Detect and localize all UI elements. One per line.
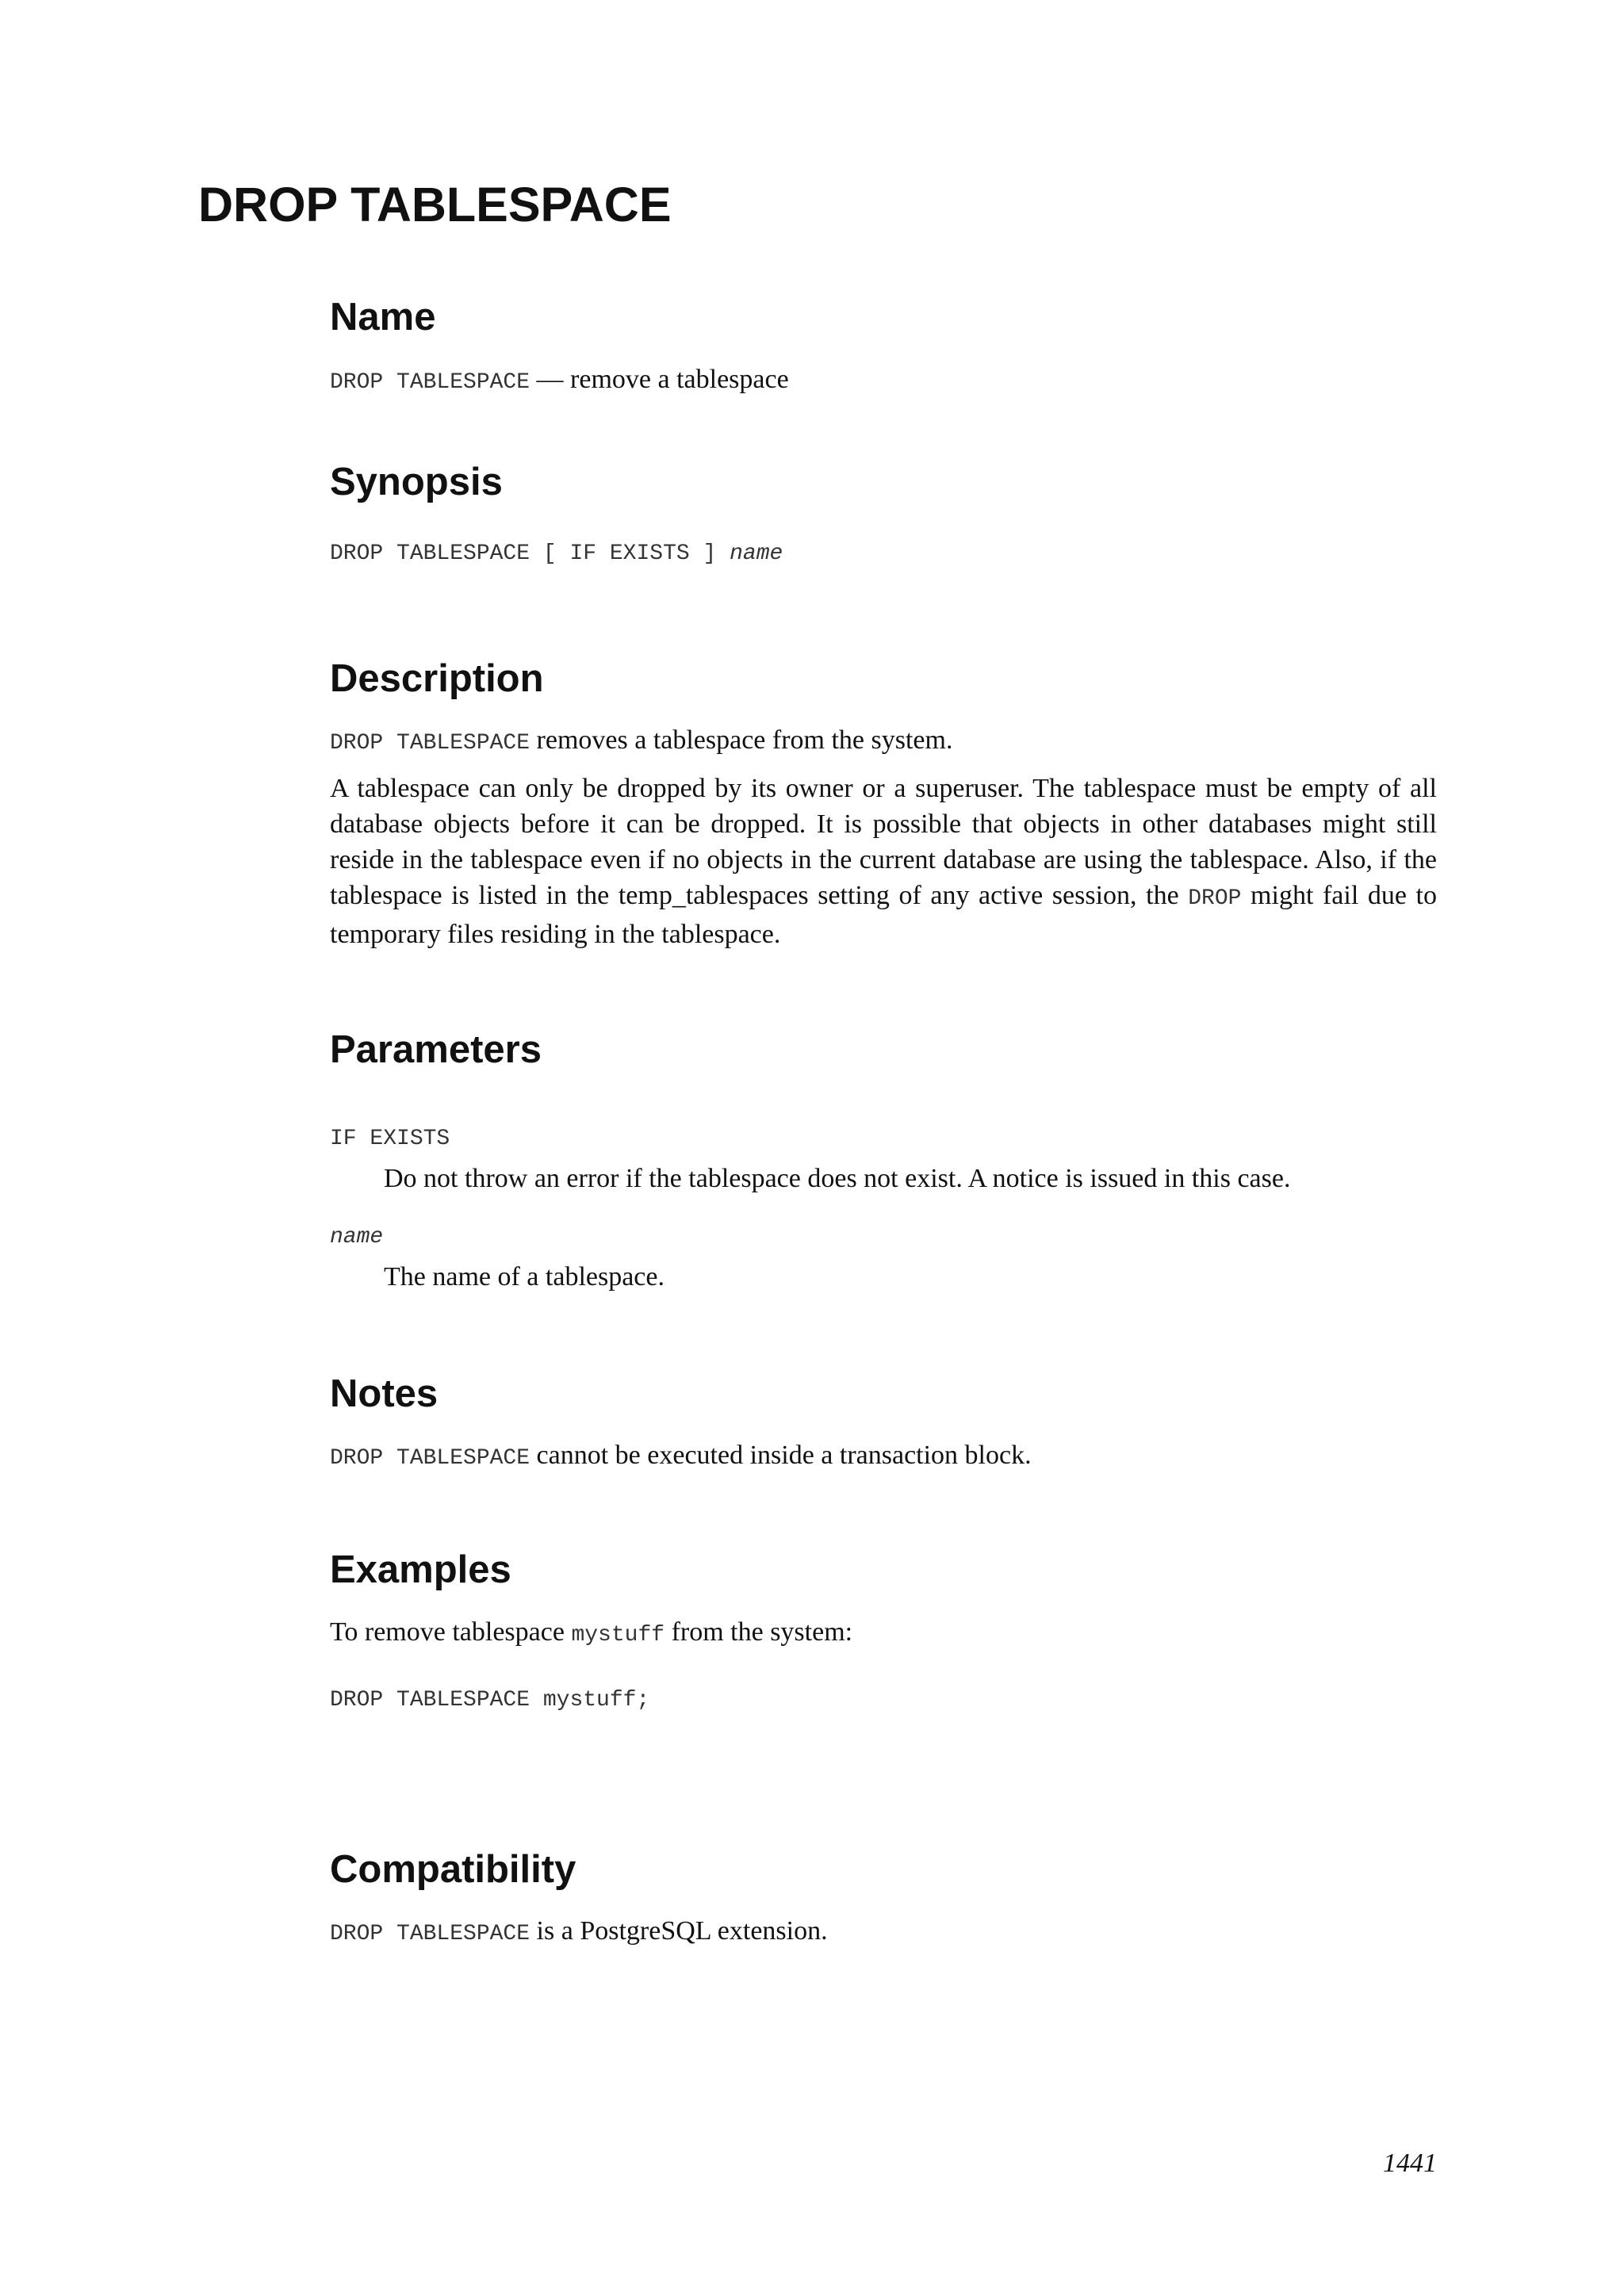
notes-heading: Notes [330, 1372, 439, 1415]
parameter-item [330, 1121, 1437, 1157]
name-command: DROP TABLESPACE [330, 370, 530, 395]
examples-code: DROP TABLESPACE mystuff; [330, 1688, 650, 1712]
name-section [330, 298, 1437, 337]
parameter-definition-text: The name of a tablespace. [384, 1262, 665, 1292]
compatibility-text: is a PostgreSQL extension. [530, 1916, 828, 1946]
description-p2-cmd: DROP [1188, 886, 1242, 911]
parameter-term: name [330, 1225, 384, 1249]
name-purpose: — remove a tablespace [530, 365, 789, 394]
notes-line [330, 1437, 1437, 1476]
notes-cmd: DROP TABLESPACE [330, 1446, 530, 1471]
description-section [330, 657, 1437, 700]
page-number: 1441 [1383, 2149, 1437, 2178]
synopsis-placeholder: name [730, 541, 783, 566]
parameter-definition [330, 1161, 1437, 1196]
examples-intro-a: To remove tablespace [330, 1617, 572, 1647]
parameter-definition-text: Do not throw an error if the tablespace does not exist. A notice is issued in this case. [384, 1164, 1291, 1193]
examples-intro [330, 1614, 1437, 1653]
description-p1-text: removes a tablespace from the system. [530, 725, 953, 755]
description-cmd: DROP TABLESPACE [330, 731, 530, 756]
compatibility-section [330, 1850, 1437, 1889]
notes-section [330, 1372, 1437, 1415]
synopsis-block [330, 536, 1437, 572]
description-p2-text-b: might fail due to temporary files residing in the tablespace. [330, 881, 1437, 949]
name-heading: Name [330, 296, 436, 339]
parameters-section [330, 1028, 1437, 1071]
parameter-term: IF EXISTS [330, 1127, 450, 1151]
parameter-definition [330, 1259, 1437, 1295]
parameters-heading: Parameters [330, 1028, 542, 1071]
description-p1 [330, 722, 1437, 761]
description-p2-text-a: A tablespace can only be dropped by its owner or a superuser. The tablespace must be empty of all database objects before it can be dropped. It is possible that objects in other databases might still reside in the tablespace even if no objects in the current database are using the tablespace. Also, if the tablespace is listed in the temp_tablespaces setting of any active session, the [330, 774, 1437, 910]
examples-intro-code: mystuff [571, 1623, 665, 1647]
compatibility-cmd: DROP TABLESPACE [330, 1922, 530, 1946]
notes-text: cannot be executed inside a transaction block. [530, 1441, 1032, 1470]
page-title: DROP TABLESPACE [198, 178, 672, 232]
compatibility-heading: Compatibility [330, 1848, 576, 1891]
synopsis-heading: Synopsis [330, 461, 503, 503]
examples-heading: Examples [330, 1548, 511, 1591]
description-p2 [330, 771, 1437, 952]
name-line [330, 362, 1437, 400]
parameter-item [330, 1219, 1437, 1255]
examples-code-block [330, 1682, 1437, 1718]
synopsis-code: DROP TABLESPACE [ IF EXISTS ] [330, 541, 730, 566]
synopsis-section [330, 463, 1437, 502]
compatibility-line [330, 1913, 1437, 1952]
description-heading: Description [330, 657, 544, 700]
examples-intro-b: from the system: [665, 1617, 853, 1647]
examples-section [330, 1548, 1437, 1591]
